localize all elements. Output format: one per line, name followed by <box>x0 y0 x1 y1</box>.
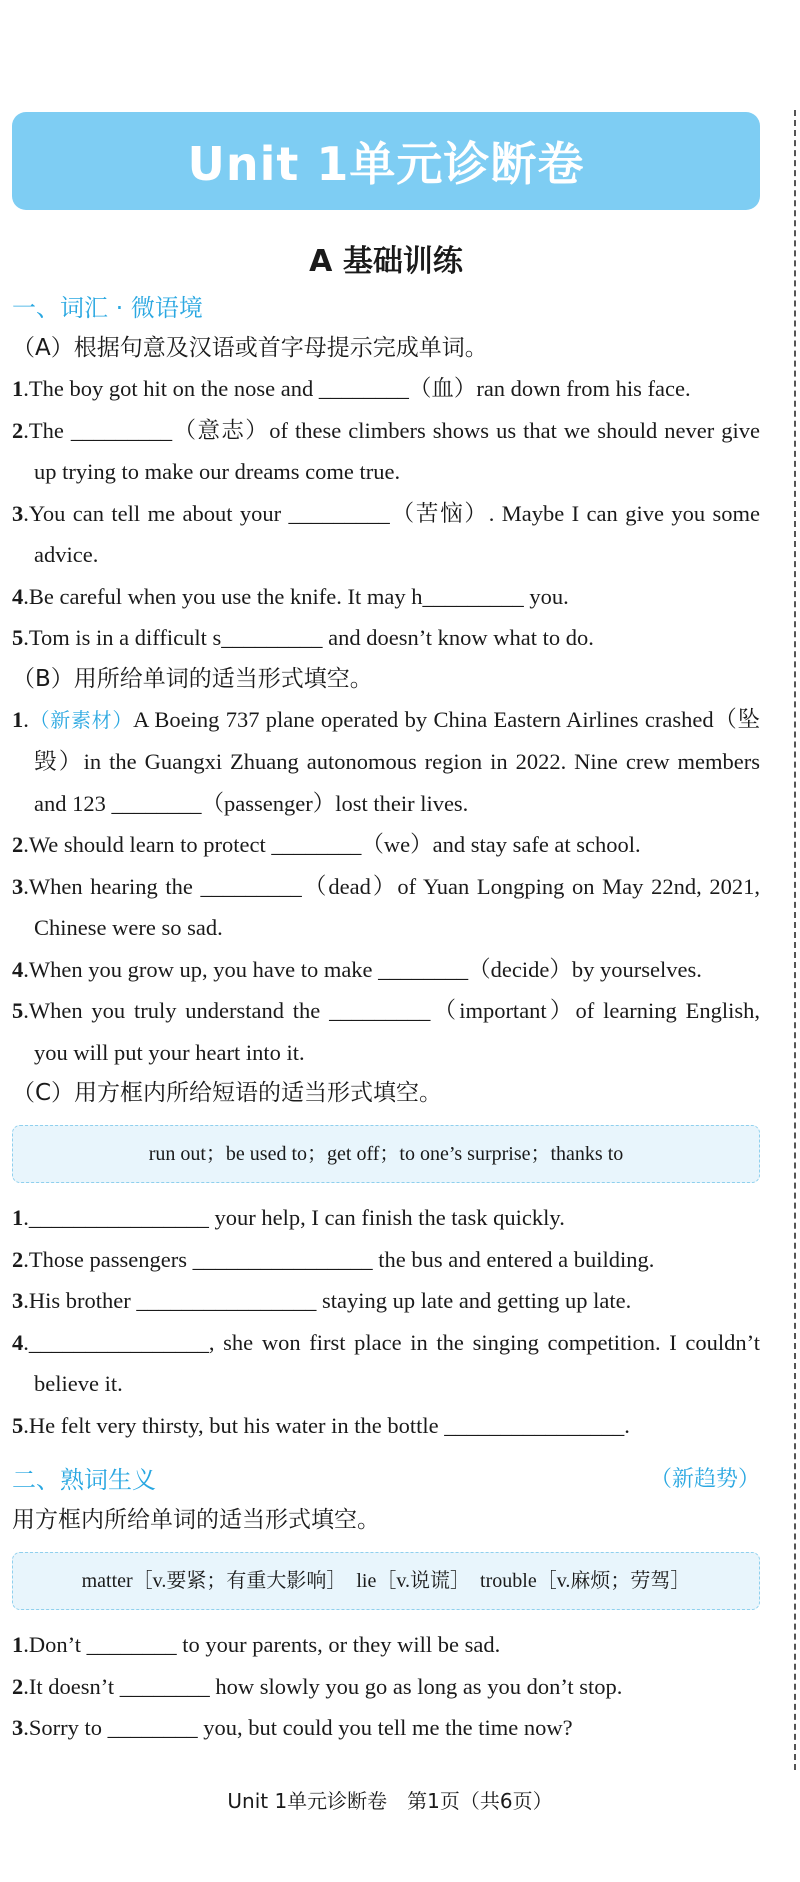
new-trend-tag: （新趋势） <box>649 1467 760 1492</box>
question-item: 2.It doesn’t ________ how slowly you go as long as you don’t stop. <box>12 1673 623 1699</box>
subsection-c-heading: （C）用方框内所给短语的适当形式填空。 <box>12 1080 443 1106</box>
question-item: 1.（新素材）A Boeing 737 plane operated by China Eastern Airlines crashed（坠毁）in the Guangxi Zhuang autonomous region in 2022. Nine crew members and 123 ________（passenger）lost their lives. <box>12 706 760 816</box>
question-item: 3.His brother ________________ staying up late and getting up late. <box>12 1288 632 1313</box>
cut-line <box>794 110 796 1770</box>
question-item: 1.The boy got hit on the nose and ________（血）ran down from his face. <box>12 376 691 401</box>
question-item: 4.Be careful when you use the knife. It may h_________ you. <box>12 583 569 609</box>
subsection-a-heading: （A）根据句意及汉语或首字母提示完成单词。 <box>12 335 488 361</box>
question-item: 2.Those passengers ________________ the bus and entered a building. <box>12 1246 655 1272</box>
question-item: 1.Don’t ________ to your parents, or they will be sad. <box>12 1632 501 1657</box>
question-item: 1.________________ your help, I can finish the task quickly. <box>12 1205 565 1230</box>
page-footer: Unit 1单元诊断卷 第1页（共6页） <box>227 1789 553 1813</box>
word-box: matter［v.要紧；有重大影响］ lie［v.说谎］ trouble［v.麻烦；劳驾］ <box>12 1552 760 1610</box>
subsection-b-heading: （B）用所给单词的适当形式填空。 <box>12 665 373 692</box>
section-2-heading <box>12 1460 760 1500</box>
section-1-title: 一、词汇 · 微语境 <box>12 294 203 322</box>
question-item: 5.He felt very thirsty, but his water in the bottle ________________. <box>12 1412 630 1438</box>
page-banner <box>12 112 760 210</box>
part-a-title: A 基础训练 <box>309 244 463 279</box>
question-item: 4.________________, she won first place in the singing competition. I couldn’t believe it. <box>12 1329 760 1396</box>
question-item: 5.Tom is in a difficult s_________ and doesn’t know what to do. <box>12 625 594 650</box>
phrase-box: run out；be used to；get off；to one’s surprise；thanks to <box>12 1125 760 1183</box>
banner-title: Unit 1单元诊断卷 <box>187 137 585 191</box>
section-2-title: 二、熟词生义 <box>12 1466 156 1494</box>
question-item: 3.When hearing the _________（dead）of Yuan Longping on May 22nd, 2021, Chinese were so sad. <box>12 873 760 940</box>
question-item: 3.Sorry to ________ you, but could you tell me the time now? <box>12 1715 573 1740</box>
new-material-tag: （新素材） <box>28 707 134 732</box>
question-item: 4.When you grow up, you have to make ________（decide）by yourselves. <box>12 956 702 982</box>
section-1-heading <box>12 288 760 328</box>
question-item: 3.You can tell me about your _________（苦恼）. Maybe I can give you some advice. <box>12 500 760 567</box>
question-item: 5.When you truly understand the _________（important）of learning English, you will put your heart into it. <box>12 998 760 1065</box>
question-item: 2.The _________（意志）of these climbers shows us that we should never give up trying to make our dreams come true. <box>12 417 760 484</box>
worksheet-content <box>12 240 760 1749</box>
section-2-instruction: 用方框内所给单词的适当形式填空。 <box>12 1507 380 1533</box>
question-item: 2.We should learn to protect ________（we）and stay safe at school. <box>12 832 641 857</box>
